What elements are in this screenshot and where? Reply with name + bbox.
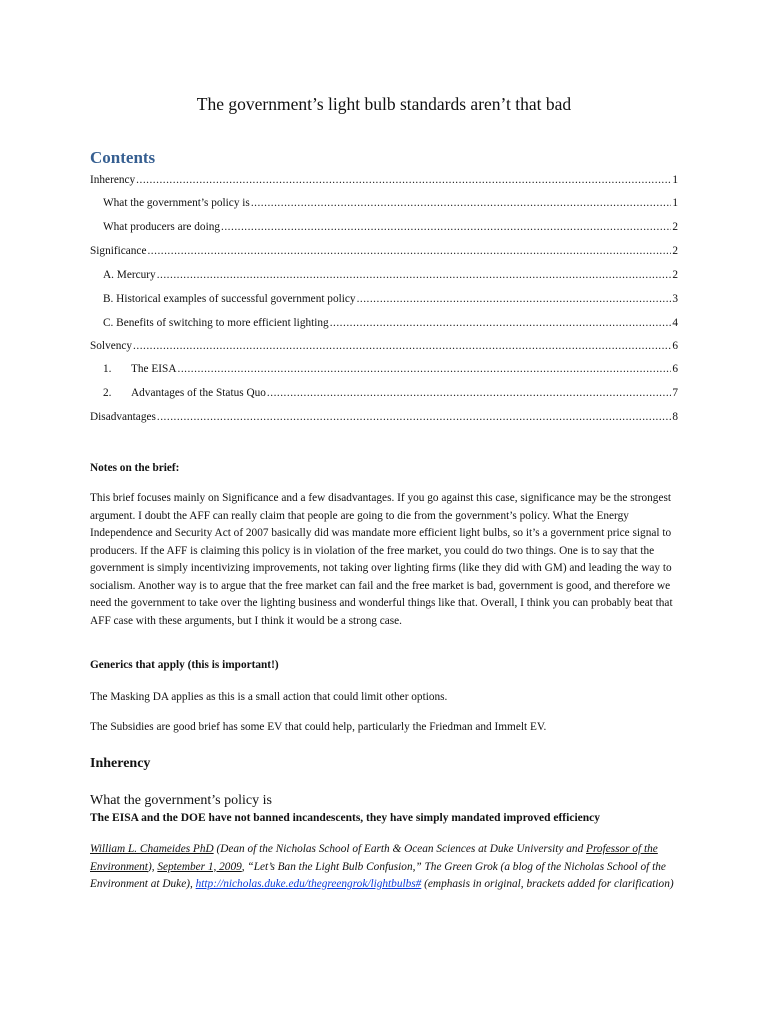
toc-entry-number: 2. [103,387,112,399]
toc-entry-number: 1. [103,363,112,375]
toc-entry-label: Solvency [90,340,133,352]
toc-entry-page-number: 2 [672,221,678,233]
toc-entry[interactable] [90,241,678,261]
toc-leader-dots [330,313,672,333]
evidence-tag: The EISA and the DOE have not banned incandescents, they have simply mandated improved efficiency [90,812,600,824]
toc-leader-dots [357,289,672,309]
notes-heading: Notes on the brief: [90,462,180,474]
toc-leader-dots [136,170,671,190]
citation-note: (emphasis in original, brackets added for clarification) [421,878,674,890]
toc-entry[interactable] [103,193,678,213]
citation-credentials: (Dean of the Nicholas School of Earth & Ocean Sciences at Duke University and [213,843,587,855]
subheading-government-policy: What the government’s policy is [90,793,272,808]
citation-url-link[interactable]: http://nicholas.duke.edu/thegreengrok/lightbulbs# [195,878,422,890]
toc-entry[interactable] [90,336,678,356]
toc-leader-dots [157,407,671,427]
toc-entry-label: What the government’s policy is [103,197,250,209]
toc-entry-page-number: 3 [672,293,678,305]
toc-entry[interactable] [90,407,678,427]
toc-entry-page-number: 1 [672,174,678,186]
toc-entry[interactable] [103,383,678,403]
toc-entry-label: C. Benefits of switching to more efficient lighting [103,317,329,329]
toc-entry-page-number: 4 [672,317,678,329]
toc-entry-label: A. Mercury [103,269,156,281]
contents-heading: Contents [90,148,156,167]
generics-heading: Generics that apply (this is important!) [90,659,279,671]
citation-author: William L. Chameides PhD [90,843,214,855]
toc-leader-dots [178,359,672,379]
toc-entry-page-number: 6 [672,340,678,352]
toc-leader-dots [133,336,671,356]
toc-entry[interactable] [103,313,678,333]
toc-leader-dots [251,193,672,213]
toc-entry-page-number: 7 [672,387,678,399]
citation-date: September 1, 2009 [157,860,242,873]
toc-entry-label: Advantages of the Status Quo [131,387,266,399]
toc-entry[interactable] [103,359,678,379]
citation-separator: ), [147,860,158,873]
toc-entry-page-number: 8 [672,411,678,423]
toc-entry[interactable] [90,170,678,190]
toc-entry-page-number: 6 [672,363,678,375]
citation-source: , “Let’s Ban the Light Bulb Confusion,” The Green Grok (a blog of the Nicholas School of the Environment at Duke), [90,860,666,890]
document-page [90,0,678,1024]
citation-credentials-title: Professor of the Environment [90,843,658,873]
toc-entry-label: B. Historical examples of successful government policy [103,293,356,305]
generics-paragraph-masking: The Masking DA applies as this is a small action that could limit other options. [90,691,448,703]
toc-entry[interactable] [103,217,678,237]
toc-entry-page-number: 1 [672,197,678,209]
toc-entry-label: Disadvantages [90,411,156,423]
toc-entry-label: Significance [90,245,147,257]
toc-leader-dots [267,383,671,403]
toc-entry-label: What producers are doing [103,221,221,233]
toc-leader-dots [221,217,671,237]
document-title: The government’s light bulb standards aren’t that bad [196,94,572,114]
notes-paragraph: This brief focuses mainly on Significance and a few disadvantages. If you go against this case, significance may be the strongest argument. I doubt the AFF can really claim that people are going to die from the government’s policy. What the Energy Independence and Security Act of 2007 basically did was mandate more efficient light bulbs, so it’s a government price signal to producers. If the AFF is claiming this policy is in violation of the free market, you could do two things. One is to say that the government is simply incentivizing improvements, not taking over lighting firms (like they did with GM) and leading the way to socialism. Another way is to argue that the free market can fail and the free market is bad, government is good, and therefore we need the government to take over the lighting business and wonderful things like that. Overall, I think you can probably beat that AFF case with these arguments, but I think it would be a strong case. [90,492,673,627]
toc-entry-label: Inherency [90,174,136,186]
toc-leader-dots [147,241,671,261]
toc-entry-label: The EISA [131,363,177,375]
generics-paragraph-subsidies: The Subsidies are good brief has some EV that could help, particularly the Friedman and Immelt EV. [90,721,547,733]
evidence-citation [90,841,680,894]
section-heading-inherency: Inherency [90,756,151,771]
toc-entry[interactable] [103,265,678,285]
toc-entry-page-number: 2 [672,245,678,257]
toc-leader-dots [157,265,672,285]
toc-entry-page-number: 2 [672,269,678,281]
toc-entry[interactable] [103,289,678,309]
